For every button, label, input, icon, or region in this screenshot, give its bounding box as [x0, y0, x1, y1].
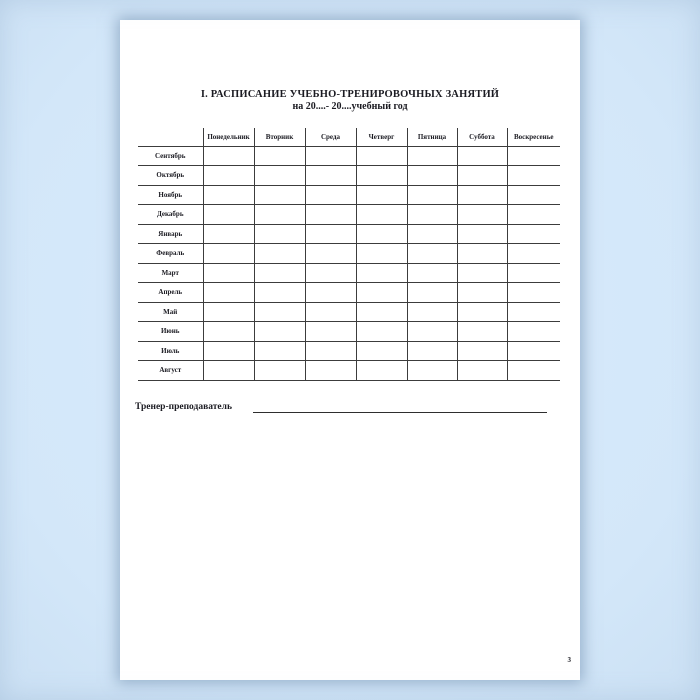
- schedule-cell: [305, 341, 356, 361]
- day-header-sunday: Воскресенье: [507, 128, 560, 146]
- trainer-label: Тренер-преподаватель: [135, 402, 232, 412]
- schedule-cell: [507, 341, 560, 361]
- schedule-cell: [203, 185, 254, 205]
- schedule-cell: [203, 244, 254, 264]
- schedule-cell: [254, 205, 305, 225]
- month-label: Июнь: [138, 322, 203, 342]
- schedule-cell: [356, 263, 407, 283]
- schedule-table: [138, 128, 560, 381]
- schedule-cell: [254, 283, 305, 303]
- schedule-cell: [457, 205, 507, 225]
- schedule-cell: [305, 146, 356, 166]
- month-row: [138, 341, 560, 361]
- month-row: [138, 283, 560, 303]
- month-row: [138, 146, 560, 166]
- schedule-cell: [457, 302, 507, 322]
- schedule-cell: [305, 283, 356, 303]
- month-label: Сентябрь: [138, 146, 203, 166]
- schedule-cell: [407, 146, 457, 166]
- month-row: [138, 322, 560, 342]
- month-label: Июль: [138, 341, 203, 361]
- schedule-cell: [305, 244, 356, 264]
- schedule-cell: [356, 146, 407, 166]
- day-header-saturday: Суббота: [457, 128, 507, 146]
- schedule-cell: [356, 322, 407, 342]
- schedule-cell: [305, 224, 356, 244]
- document-title: I. РАСПИСАНИЕ УЧЕБНО-ТРЕНИРОВОЧНЫХ ЗАНЯТИЙ: [200, 89, 500, 100]
- month-row: [138, 185, 560, 205]
- schedule-cell: [507, 146, 560, 166]
- schedule-cell: [507, 244, 560, 264]
- schedule-cell: [254, 185, 305, 205]
- schedule-cell: [356, 361, 407, 381]
- schedule-cell: [507, 263, 560, 283]
- schedule-cell: [254, 361, 305, 381]
- page-number: 3: [567, 656, 571, 664]
- schedule-cell: [254, 322, 305, 342]
- schedule-cell: [457, 185, 507, 205]
- day-header-friday: Пятница: [407, 128, 457, 146]
- month-row: [138, 205, 560, 225]
- month-label: Октябрь: [138, 166, 203, 186]
- schedule-cell: [356, 205, 407, 225]
- schedule-cell: [507, 283, 560, 303]
- schedule-cell: [407, 322, 457, 342]
- month-label: Август: [138, 361, 203, 381]
- schedule-cell: [254, 263, 305, 283]
- schedule-cell: [457, 146, 507, 166]
- document-page: [120, 20, 580, 680]
- schedule-cell: [407, 361, 457, 381]
- month-label: Январь: [138, 224, 203, 244]
- schedule-cell: [407, 205, 457, 225]
- schedule-cell: [457, 341, 507, 361]
- month-label: Март: [138, 263, 203, 283]
- month-row: [138, 166, 560, 186]
- schedule-cell: [254, 341, 305, 361]
- month-label: Май: [138, 302, 203, 322]
- schedule-cell: [305, 185, 356, 205]
- schedule-cell: [305, 166, 356, 186]
- schedule-cell: [407, 283, 457, 303]
- day-header-wednesday: Среда: [305, 128, 356, 146]
- schedule-cell: [457, 263, 507, 283]
- schedule-cell: [507, 166, 560, 186]
- schedule-cell: [203, 263, 254, 283]
- schedule-cell: [356, 185, 407, 205]
- schedule-cell: [305, 361, 356, 381]
- schedule-cell: [203, 302, 254, 322]
- signature-line: [253, 403, 547, 413]
- schedule-cell: [356, 283, 407, 303]
- schedule-cell: [254, 224, 305, 244]
- schedule-cell: [407, 263, 457, 283]
- trainer-signature-row: [135, 402, 547, 413]
- schedule-cell: [254, 244, 305, 264]
- schedule-cell: [305, 205, 356, 225]
- schedule-cell: [457, 166, 507, 186]
- schedule-cell: [457, 283, 507, 303]
- schedule-cell: [407, 224, 457, 244]
- schedule-cell: [305, 322, 356, 342]
- schedule-cell: [507, 224, 560, 244]
- schedule-cell: [457, 244, 507, 264]
- schedule-cell: [254, 146, 305, 166]
- schedule-cell: [254, 302, 305, 322]
- schedule-cell: [457, 361, 507, 381]
- day-header-row: [138, 128, 560, 146]
- schedule-cell: [407, 244, 457, 264]
- schedule-cell: [457, 224, 507, 244]
- month-label: Февраль: [138, 244, 203, 264]
- schedule-cell: [203, 361, 254, 381]
- schedule-cell: [356, 224, 407, 244]
- schedule-cell: [507, 361, 560, 381]
- schedule-cell: [507, 322, 560, 342]
- schedule-cell: [457, 322, 507, 342]
- day-header-monday: Понедельник: [203, 128, 254, 146]
- day-header-tuesday: Вторник: [254, 128, 305, 146]
- schedule-cell: [407, 302, 457, 322]
- document-subtitle: на 20....- 20....учебный год: [292, 101, 408, 112]
- schedule-cell: [507, 302, 560, 322]
- schedule-cell: [203, 146, 254, 166]
- month-label: Ноябрь: [138, 185, 203, 205]
- schedule-cell: [356, 166, 407, 186]
- schedule-cell: [407, 185, 457, 205]
- schedule-cell: [305, 302, 356, 322]
- schedule-cell: [203, 322, 254, 342]
- schedule-cell: [356, 244, 407, 264]
- schedule-cell: [507, 205, 560, 225]
- schedule-cell: [356, 341, 407, 361]
- month-row: [138, 302, 560, 322]
- schedule-cell: [407, 166, 457, 186]
- month-row: [138, 244, 560, 264]
- month-row: [138, 263, 560, 283]
- month-row: [138, 224, 560, 244]
- schedule-cell: [203, 205, 254, 225]
- schedule-cell: [203, 341, 254, 361]
- month-row: [138, 361, 560, 381]
- schedule-cell: [203, 283, 254, 303]
- schedule-cell: [356, 302, 407, 322]
- schedule-cell: [203, 224, 254, 244]
- day-header-thursday: Четверг: [356, 128, 407, 146]
- schedule-cell: [203, 166, 254, 186]
- table-corner-cell: [138, 128, 203, 146]
- schedule-cell: [254, 166, 305, 186]
- schedule-cell: [305, 263, 356, 283]
- month-label: Декабрь: [138, 205, 203, 225]
- month-label: Апрель: [138, 283, 203, 303]
- schedule-cell: [407, 341, 457, 361]
- schedule-cell: [507, 185, 560, 205]
